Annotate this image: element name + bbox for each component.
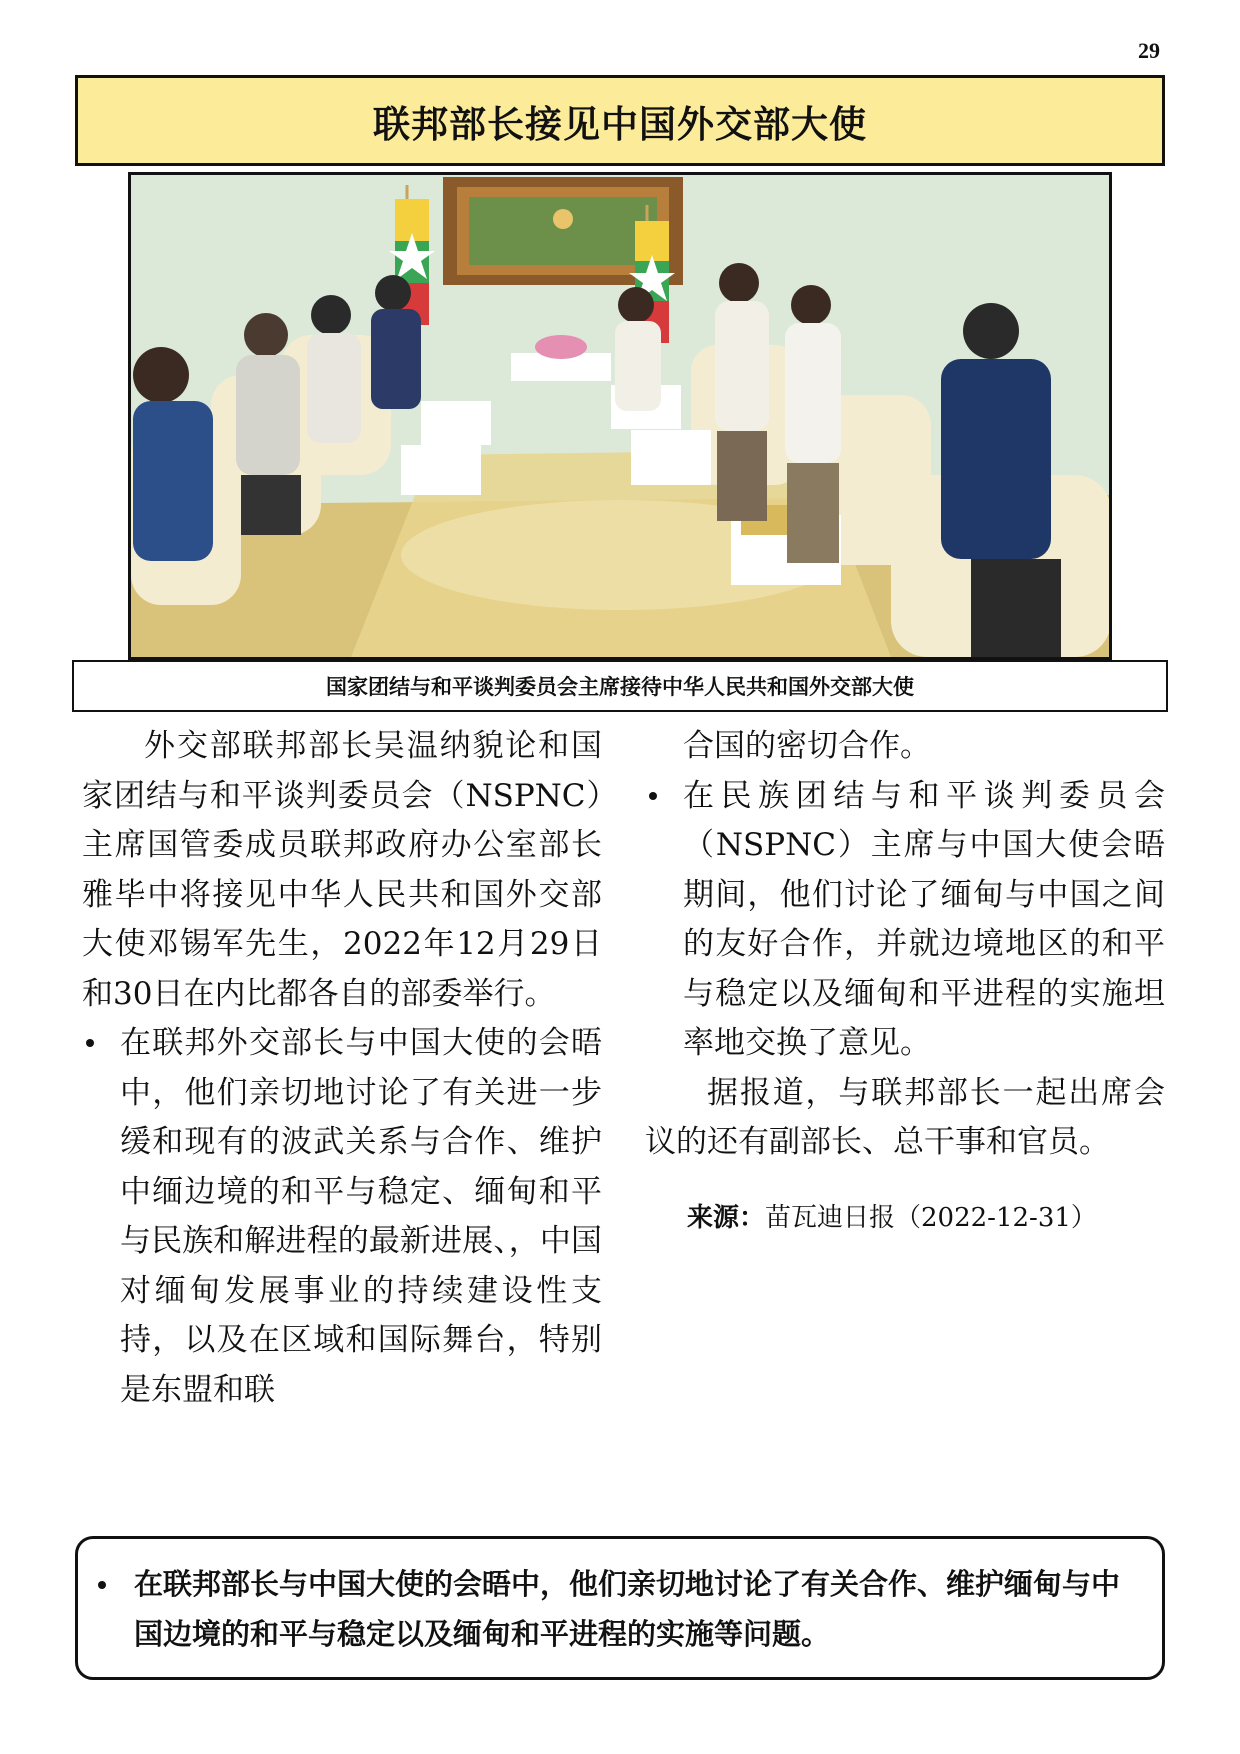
bullet-dot-icon <box>649 792 657 800</box>
bullet-item <box>645 772 1165 1069</box>
summary-item <box>134 1559 1142 1659</box>
meeting-photo <box>128 172 1112 660</box>
intro-paragraph: 外交部联邦部长吴温纳貌论和国家团结与和平谈判委员会（NSPNC）主席国管委成员联邦政府办公室部长雅毕中将接见中华人民共和国外交部大使邓锡军先生，2022年12月29日和30日在内比都各自的部委举行。 <box>82 728 602 1012</box>
closing-paragraph: 据报道，与联邦部长一起出席会议的还有副部长、总干事和官员。 <box>645 1074 1165 1160</box>
page-title: 联邦部长接见中国外交部大使 <box>373 102 867 146</box>
bullet-text: 在联邦外交部长与中国大使的会晤中，他们亲切地讨论了有关进一步缓和现有的波武关系与合作、维护中缅边境的和平与稳定、缅甸和平与民族和解进程的最新进展、，中国对缅甸发展事业的持续建设性支持，以及在区域和国际舞台，特别是东盟和联 <box>120 1025 602 1408</box>
bullet-continuation: 合国的密切合作。 <box>683 728 931 764</box>
bullet-item <box>82 1019 602 1415</box>
title-banner <box>75 75 1165 166</box>
photo-caption-box <box>72 660 1168 712</box>
meeting-photo-illustration <box>131 175 1109 657</box>
source-label: 来源： <box>687 1202 766 1233</box>
bullet-text: 在民族团结与和平谈判委员会（NSPNC）主席与中国大使会晤期间，他们讨论了缅甸与中国之间的友好合作，并就边境地区的和平与稳定以及缅甸和平进程的实施坦率地交换了意见。 <box>683 777 1165 1061</box>
bullet-dot-icon <box>86 1039 94 1047</box>
source-text: 苗瓦迪日报（2022-12-31） <box>765 1202 1097 1233</box>
left-column <box>82 722 602 1415</box>
page-number: 29 <box>1138 38 1160 63</box>
summary-box <box>75 1536 1165 1680</box>
summary-text: 在联邦部长与中国大使的会晤中，他们亲切地讨论了有关合作、维护缅甸与中国边境的和平与稳定以及缅甸和平进程的实施等问题。 <box>134 1567 1121 1651</box>
right-column <box>645 722 1165 1243</box>
photo-caption: 国家团结与和平谈判委员会主席接待中华人民共和国外交部大使 <box>326 675 914 699</box>
source-line <box>645 1194 1165 1244</box>
bullet-dot-icon <box>98 1581 106 1589</box>
